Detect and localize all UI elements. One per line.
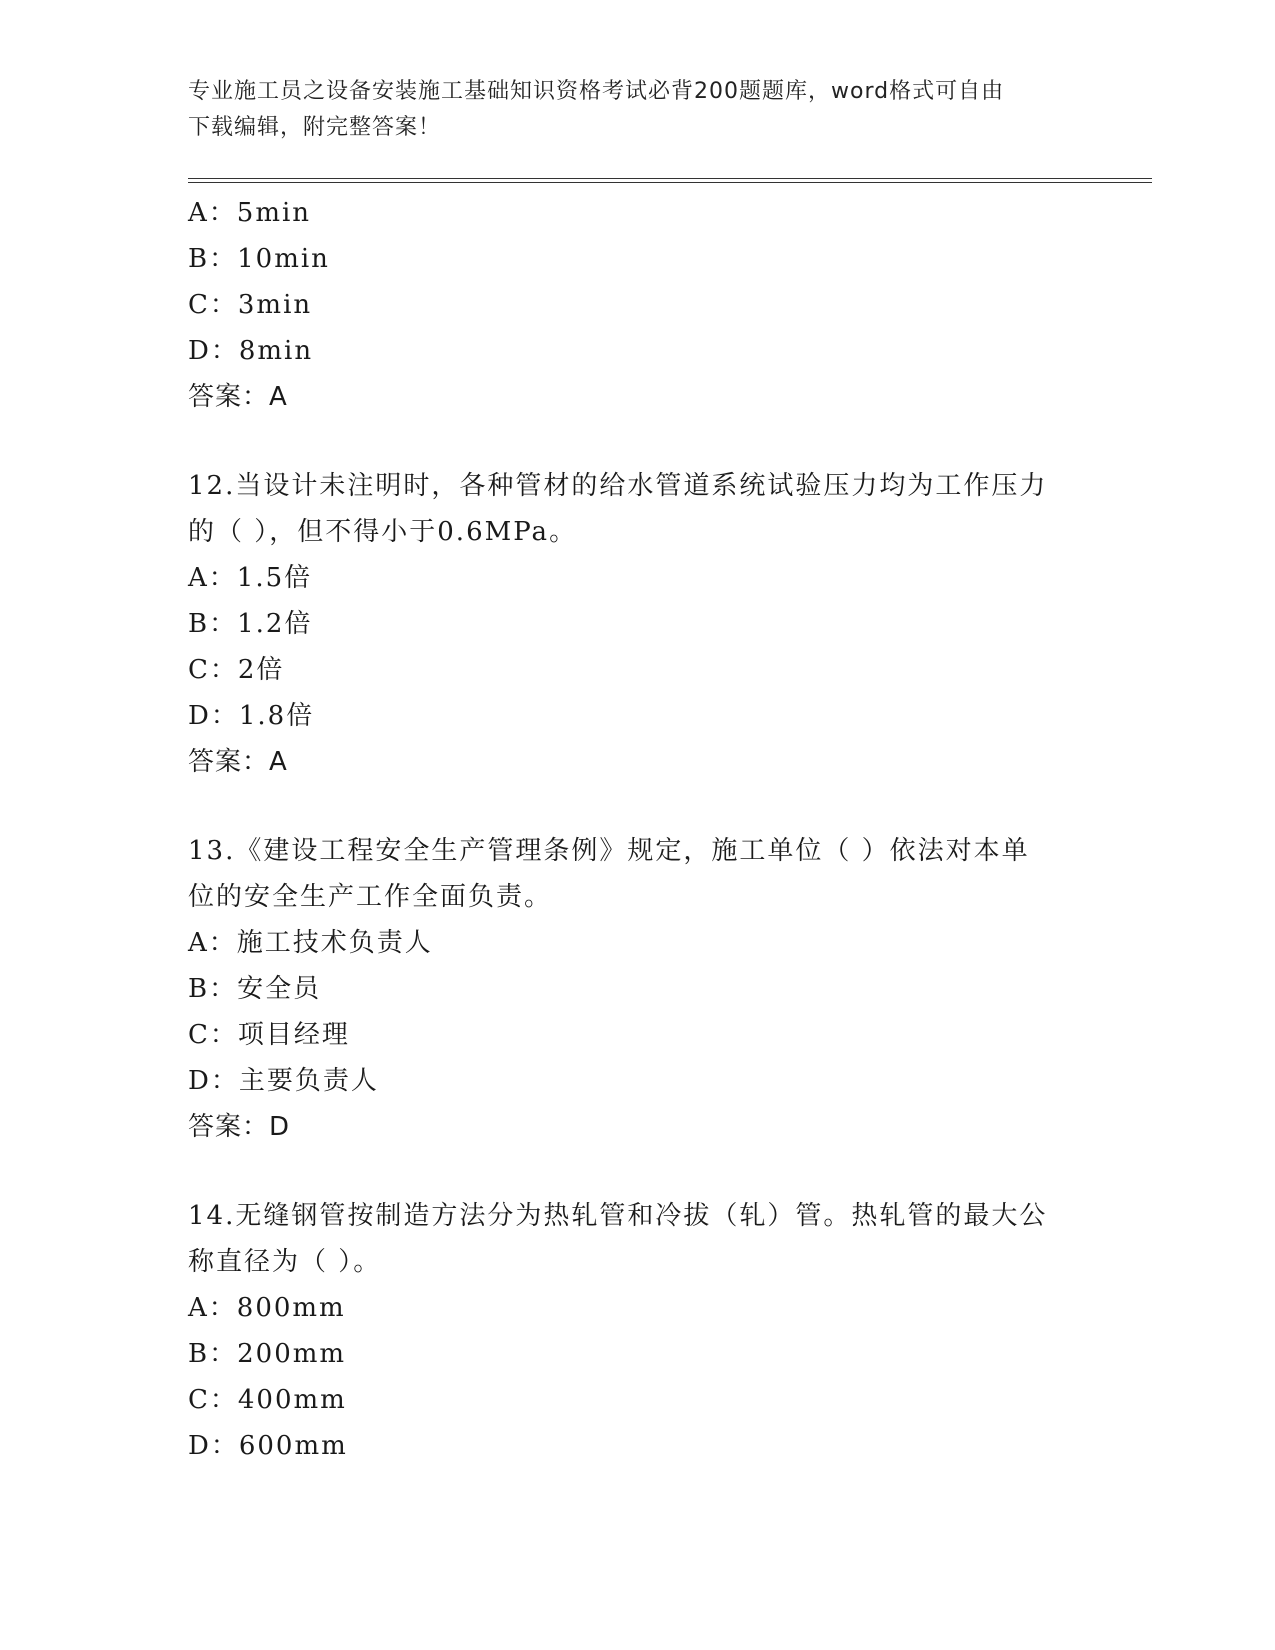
question-stem-line-1: 12.当设计未注明时，各种管材的给水管道系统试验压力均为工作压力 bbox=[188, 471, 1048, 501]
option-b: B：10min bbox=[188, 244, 330, 274]
option-c: C：2倍 bbox=[188, 655, 285, 685]
option-b: B：1.2倍 bbox=[188, 609, 313, 639]
option-c: C：3min bbox=[188, 290, 313, 320]
question-13 bbox=[188, 828, 1088, 1150]
spacer bbox=[188, 785, 1088, 828]
answer: 答案：A bbox=[188, 382, 288, 412]
option-a: A：施工技术负责人 bbox=[188, 928, 433, 958]
question-stem-line-1: 14.无缝钢管按制造方法分为热轧管和冷拔（轧）管。热轧管的最大公 bbox=[188, 1201, 1048, 1231]
header-line-1: 专业施工员之设备安装施工基础知识资格考试必背200题题库，word格式可自由 bbox=[188, 79, 1005, 104]
question-stem-line-1: 13.《建设工程安全生产管理条例》规定，施工单位（ ）依法对本单 bbox=[188, 836, 1030, 866]
document-header bbox=[188, 74, 1068, 146]
option-d: D：1.8倍 bbox=[188, 701, 315, 731]
option-d: D：600mm bbox=[188, 1431, 348, 1461]
question-stem-line-2: 位的安全生产工作全面负责。 bbox=[188, 882, 553, 912]
answer: 答案：D bbox=[188, 1112, 291, 1142]
header-divider bbox=[188, 178, 1152, 183]
question-12 bbox=[188, 463, 1088, 785]
spacer bbox=[188, 1150, 1088, 1193]
answer: 答案：A bbox=[188, 747, 288, 777]
question-11 bbox=[188, 190, 1088, 420]
question-list bbox=[188, 190, 1088, 1469]
option-d: D：8min bbox=[188, 336, 314, 366]
option-c: C：项目经理 bbox=[188, 1020, 350, 1050]
option-b: B：安全员 bbox=[188, 974, 322, 1004]
option-a: A：1.5倍 bbox=[188, 563, 313, 593]
option-a: A：800mm bbox=[188, 1293, 346, 1323]
option-b: B：200mm bbox=[188, 1339, 347, 1369]
header-line-2: 下载编辑，附完整答案！ bbox=[188, 115, 442, 140]
option-a: A：5min bbox=[188, 198, 312, 228]
question-stem-line-2: 称直径为（ ）。 bbox=[188, 1247, 382, 1277]
spacer bbox=[188, 420, 1088, 463]
option-d: D：主要负责人 bbox=[188, 1066, 379, 1096]
question-stem-line-2: 的（ ），但不得小于0.6MPa。 bbox=[188, 517, 578, 547]
question-14 bbox=[188, 1193, 1088, 1469]
option-c: C：400mm bbox=[188, 1385, 347, 1415]
